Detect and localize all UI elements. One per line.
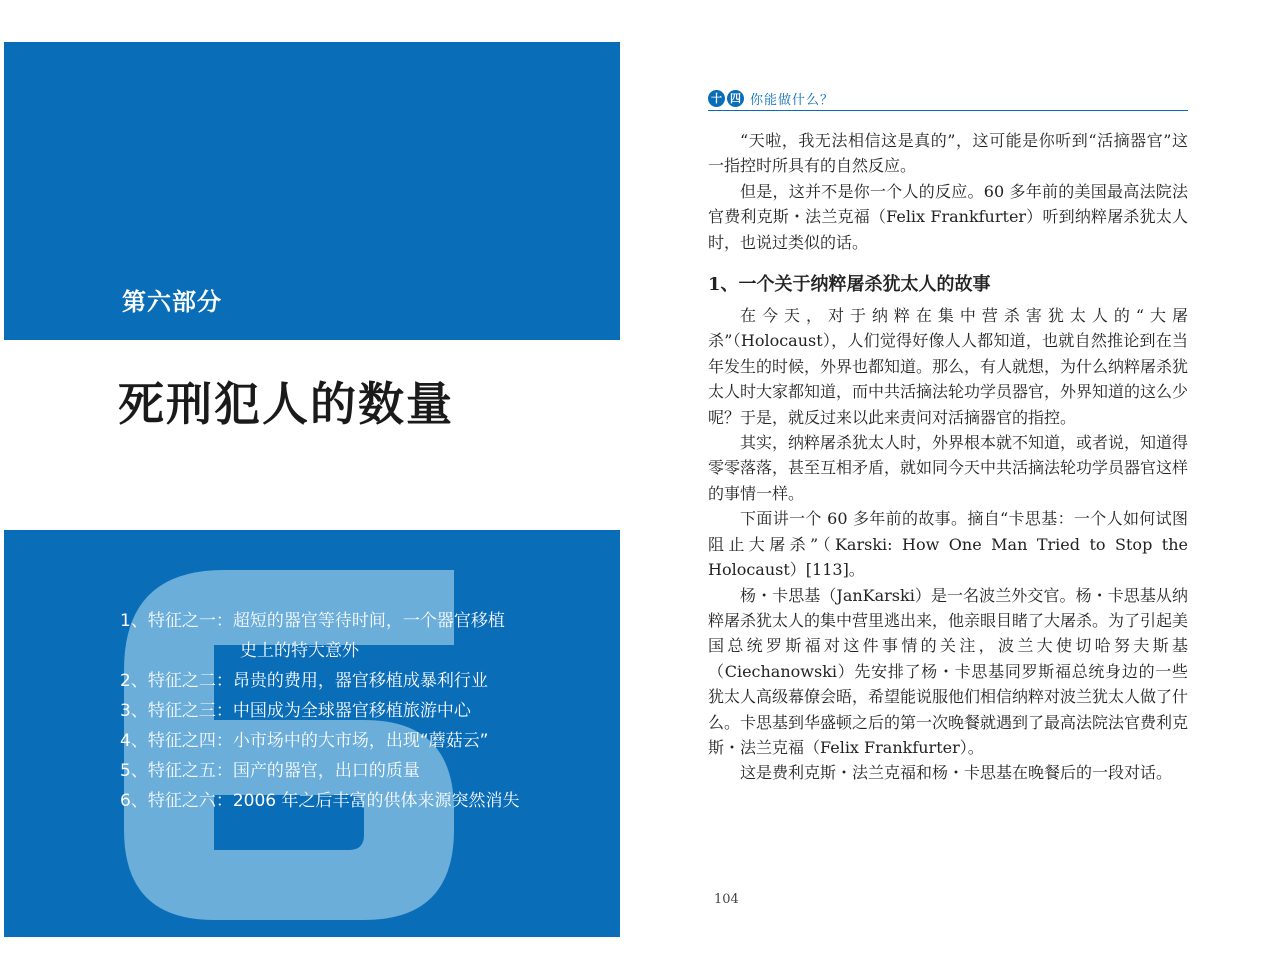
features-panel [4, 530, 620, 937]
section-title: 你能做什么？ [750, 92, 835, 108]
paragraph: 在今天，对于纳粹在集中营杀害犹太人的“大屠杀”（Holocaust），人们觉得好像人人都知道，也就自然推论到在当年发生的时候，外界也都知道。那么，有人就想，为什么纳粹屠杀犹太人时大家都知道，而中共活摘法轮功学员器官，外界知道的这么少呢？于是，就反过来以此来责问对活摘器官的指控。 [708, 306, 1189, 427]
paragraph: 但是，这并不是你一个人的反应。60 多年前的美国最高法院法官费利克斯・法兰克福（Felix Frankfurter）听到纳粹屠杀犹太人时，也说过类似的话。 [708, 181, 1188, 252]
paragraph: 下面讲一个 60 多年前的故事。摘自“卡思基：一个人如何试图阻止大屠杀”（Karski: How One Man Tried to Stop the Holocaust）[113]。 [708, 509, 1188, 580]
feature-item: 6、特征之六：2006 年之后丰富的供体来源突然消失 [120, 791, 520, 811]
subheading: 1、一个关于纳粹屠杀犹太人的故事 [708, 274, 991, 296]
feature-item: 2、特征之二：昂贵的费用，器官移植成暴利行业 [120, 671, 488, 691]
right-page [632, 0, 1265, 978]
section-header [708, 86, 1188, 111]
part-banner [4, 42, 620, 340]
left-page [0, 0, 632, 978]
badge-char: 十 [708, 90, 725, 107]
page-number: 104 [714, 892, 739, 907]
feature-item: 4、特征之四：小市场中的大市场，出现“蘑菇云” [120, 731, 489, 751]
paragraph: 这是费利克斯・法兰克福和杨・卡思基在晚餐后的一段对话。 [740, 763, 1173, 783]
paragraph: “天啦，我无法相信这是真的”，这可能是你听到“活摘器官”这一指控时所具有的自然反应。 [708, 131, 1188, 176]
part-label: 第六部分 [122, 287, 222, 316]
paragraph: 杨・卡思基（JanKarski）是一名波兰外交官。杨・卡思基从纳粹屠杀犹太人的集中营里逃出来，他亲眼目睹了大屠杀。为了引起美国总统罗斯福对这件事情的关注，波兰大使切哈努夫斯基（Ciechanowski）先安排了杨・卡思基同罗斯福总统身边的一些犹太人高级幕僚会晤，希望能说服他们相信纳粹对波兰犹太人做了什么。卡思基到华盛顿之后的第一次晚餐就遇到了最高法院法官费利克斯・法兰克福（Felix Frankfurter）。 [708, 585, 1189, 757]
body-text [708, 128, 1188, 786]
feature-item-continuation: 史上的特大意外 [240, 641, 359, 661]
section-number-badge [708, 90, 744, 107]
feature-item: 1、特征之一：超短的器官等待时间，一个器官移植 [120, 611, 505, 631]
badge-char: 四 [727, 90, 744, 107]
features-list [120, 606, 519, 816]
chapter-title: 死刑犯人的数量 [118, 377, 454, 431]
feature-item: 5、特征之五：国产的器官，出口的质量 [120, 761, 420, 781]
paragraph: 其实，纳粹屠杀犹太人时，外界根本就不知道，或者说，知道得零零落落，甚至互相矛盾，就如同今天中共活摘法轮功学员器官这样的事情一样。 [708, 433, 1189, 503]
feature-item: 3、特征之三：中国成为全球器官移植旅游中心 [120, 701, 471, 721]
